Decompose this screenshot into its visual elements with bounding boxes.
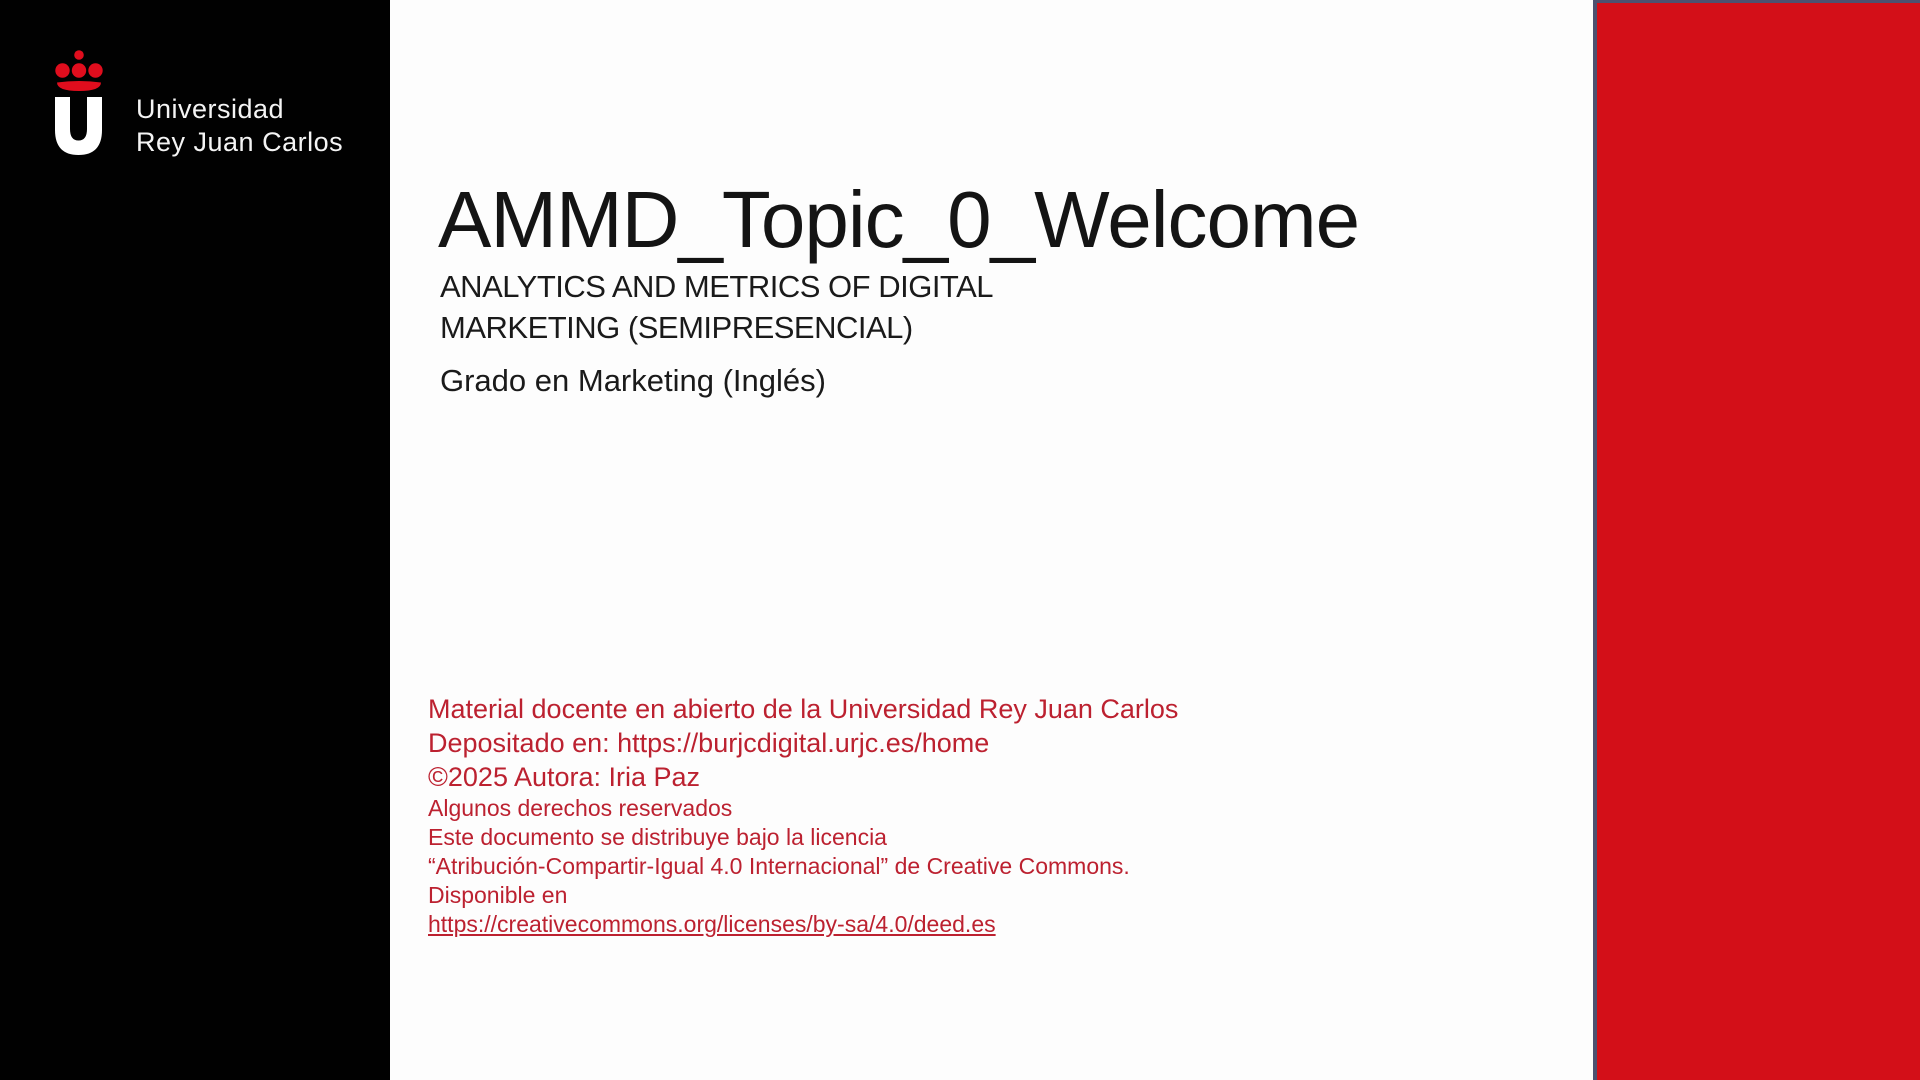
u-logo-mark — [55, 97, 102, 155]
creative-commons-link[interactable]: https://creativecommons.org/licenses/by-sa/4.0/deed.es — [428, 911, 996, 937]
license-line-cc-name: “Atribución-Compartir-Igual 4.0 Internacional” de Creative Commons. — [428, 853, 1130, 879]
wordmark-line-1: Universidad — [136, 94, 285, 124]
university-wordmark — [136, 93, 343, 159]
slide-title: AMMD_Topic_0_Welcome — [438, 175, 1360, 264]
license-block — [428, 692, 1178, 939]
urjc-logo — [55, 49, 344, 157]
subtitle-line-1: ANALYTICS AND METRICS OF DIGITAL — [440, 269, 993, 304]
slide-subtitle — [440, 266, 993, 348]
license-line-copyright: ©2025 Autora: Iria Paz — [428, 762, 701, 792]
wordmark-line-2: Rey Juan Carlos — [136, 127, 344, 157]
red-accent-bar — [1597, 0, 1920, 1080]
license-line-available: Disponible en — [428, 882, 568, 908]
license-line-deposit: Depositado en: https://burjcdigital.urjc.es/home — [428, 728, 990, 758]
license-line-distribute: Este documento se distribuye bajo la licencia — [428, 824, 887, 850]
license-line-rights: Algunos derechos reservados — [428, 795, 733, 821]
sidebar — [0, 0, 390, 1080]
crown-icon — [55, 49, 103, 93]
license-line-material: Material docente en abierto de la Universidad Rey Juan Carlos — [428, 694, 1179, 724]
subtitle-line-2: MARKETING (SEMIPRESENCIAL) — [440, 310, 913, 345]
degree-label: Grado en Marketing (Inglés) — [440, 363, 826, 398]
